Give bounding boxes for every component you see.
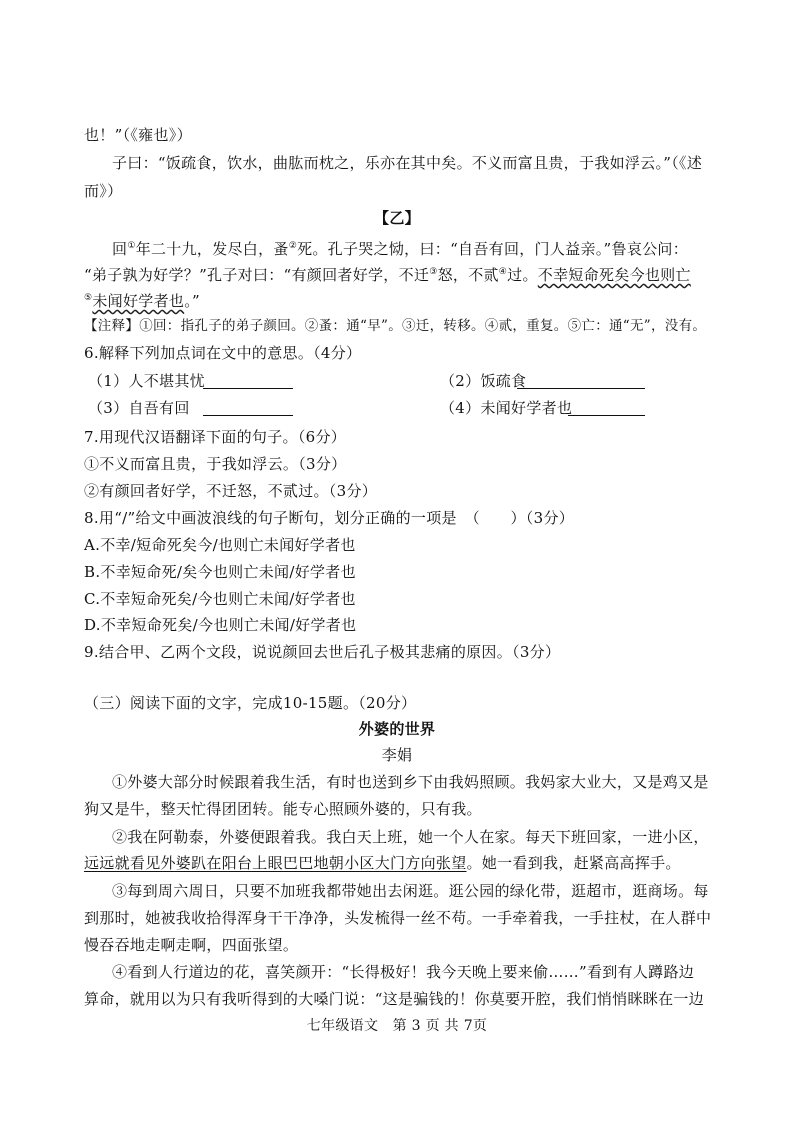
article-title: 外婆的世界 [358,720,436,738]
q6-item-2 [440,371,526,391]
yi-l2-c: 过。 [507,266,538,284]
page-footer: 七年级语文 第 3 页 共 7页 [306,1018,488,1034]
q6-answer-blank-2[interactable] [517,372,645,389]
yi-l1-a: 回 [112,240,128,258]
question-7: 7.用现代汉语翻译下面的句子。（6分） [84,428,347,446]
q6-item-4-label: （4）未闻好学者也 [440,399,573,417]
note-ref-4: ④ [498,267,508,277]
paragraph-1-line-1: ①外婆大部分时候跟着我生活，有时也送到乡下由我妈照顾。我妈家大业大，又是鸡又是 [112,773,709,791]
article-author: 李娟 [381,746,413,764]
paragraph-4-line-2: 算命，就用以为只有我听得到的大嗓门说：“这是骗钱的！你莫要开腔，我们悄悄眯眯在一边 [84,990,704,1008]
yi-l2-wavy-text: 不幸短命死矣今也则亡 [537,266,691,284]
q7-sentence-2: ②有颜回者好学，不迁怒，不贰过。（3分） [84,482,378,500]
q6-item-4 [440,398,572,418]
yi-l3-wavy-text: 未闻好学者也 [92,292,185,310]
jia-line-1: 也！”（《雍也》） [84,126,192,144]
q8-option-d[interactable]: D.不幸短命死矣/今也则亡未闻/好学者也 [84,616,357,634]
paragraph-3-line-3: 慢吞吞地走啊走啊，四面张望。 [84,936,299,954]
q6-item-2-label: （2）饭疏食 [440,372,527,390]
paragraph-2-line-2 [84,853,681,873]
q6-item-3 [88,398,190,418]
paragraph-1-line-2: 狗又是牛，整天忙得团团转。能专心照顾外婆的，只有我。 [84,800,482,818]
yi-l1-c: 死。孔子哭之恸，曰：“自吾有回，门人益亲。”鲁哀公问： [297,240,689,258]
q7-sentence-1: ①不义而富且贵，于我如浮云。（3分） [84,455,347,473]
yi-l2-a: “弟子孰为好学？”孔子对曰：“有颜回者好学，不迁 [84,266,430,284]
q6-answer-blank-1[interactable] [203,372,293,389]
note-ref-2: ② [288,241,298,251]
q6-item-1-label: （1）人不堪其忧 [88,372,205,390]
jia-line-2: 子曰：“饭疏食，饮水，曲肱而枕之，乐亦在其中矣。不义而富且贵，于我如浮云。”（《述 [112,154,703,172]
note-ref-1: ① [127,241,136,251]
question-8: 8.用“/”给文中画波浪线的句子断句，划分正确的一项是 （ ）（3分） [84,509,575,527]
yi-l2-b: 怒，不贰 [437,266,499,284]
paragraph-2-underlined-sentence: 远远就看见外婆趴在阳台上眼巴巴地朝小区大门方向张望 [84,854,467,872]
note-ref-3: ③ [429,267,438,277]
q6-item-1 [88,371,205,391]
paragraph-4-line-1: ④看到人行道边的花，喜笑颜开：“长得极好！我今天晚上要来偷……”看到有人蹲路边 [112,963,695,981]
yi-notes: 【注释】①回：指孔子的弟子颜回。②蚤：通“早”。③迁，转移。④贰，重复。⑤亡：通“无”，没有。 [84,318,707,334]
question-6: 6.解释下列加点词在文中的意思。（4分） [84,344,362,362]
yi-heading: 【乙】 [374,209,420,227]
q8-option-b[interactable]: B.不幸短命死/矣今也则亡未闻/好学者也 [84,563,356,581]
section-3-intro: （三）阅读下面的文字，完成10-15题。（20分） [84,694,417,712]
jia-line-3: 而》） [84,182,123,200]
q6-answer-blank-3[interactable] [203,399,293,416]
paragraph-3-line-2: 到那时，她被我收拾得浑身干干净净，头发梳得一丝不苟。一手牵着我，一手拄杖，在人群中 [84,909,712,927]
yi-l1-b: 年二十九，发尽白，蚤 [135,240,289,258]
q6-answer-blank-4[interactable] [568,399,645,416]
yi-line-2 [84,262,691,285]
paragraph-3-line-1: ③每到周六周日，只要不加班我都带她出去闲逛。逛公园的绿化带，逛超市，逛商场。每 [112,882,709,900]
q6-item-3-label: （3）自吾有回 [88,399,190,417]
q8-option-a[interactable]: A.不幸/短命死矣今/也则亡未闻好学者也 [84,536,356,554]
paragraph-2-line-1: ②我在阿勒泰，外婆便跟着我。我白天上班，她一个人在家。每天下班回家，一进小区， [112,828,709,846]
yi-line-3 [84,288,200,311]
question-9: 9.结合甲、乙两个文段，说说颜回去世后孔子极其悲痛的原因。（3分） [84,643,561,661]
yi-l3-end: 。” [184,292,200,310]
note-ref-5: ⑤ [84,293,93,303]
yi-line-1 [112,236,688,259]
q8-option-c[interactable]: C.不幸短命死矣/今也则亡未闻/好学者也 [84,590,356,608]
paragraph-2-line-2-end: 。她一看到我，赶紧高高挥手。 [466,854,681,872]
